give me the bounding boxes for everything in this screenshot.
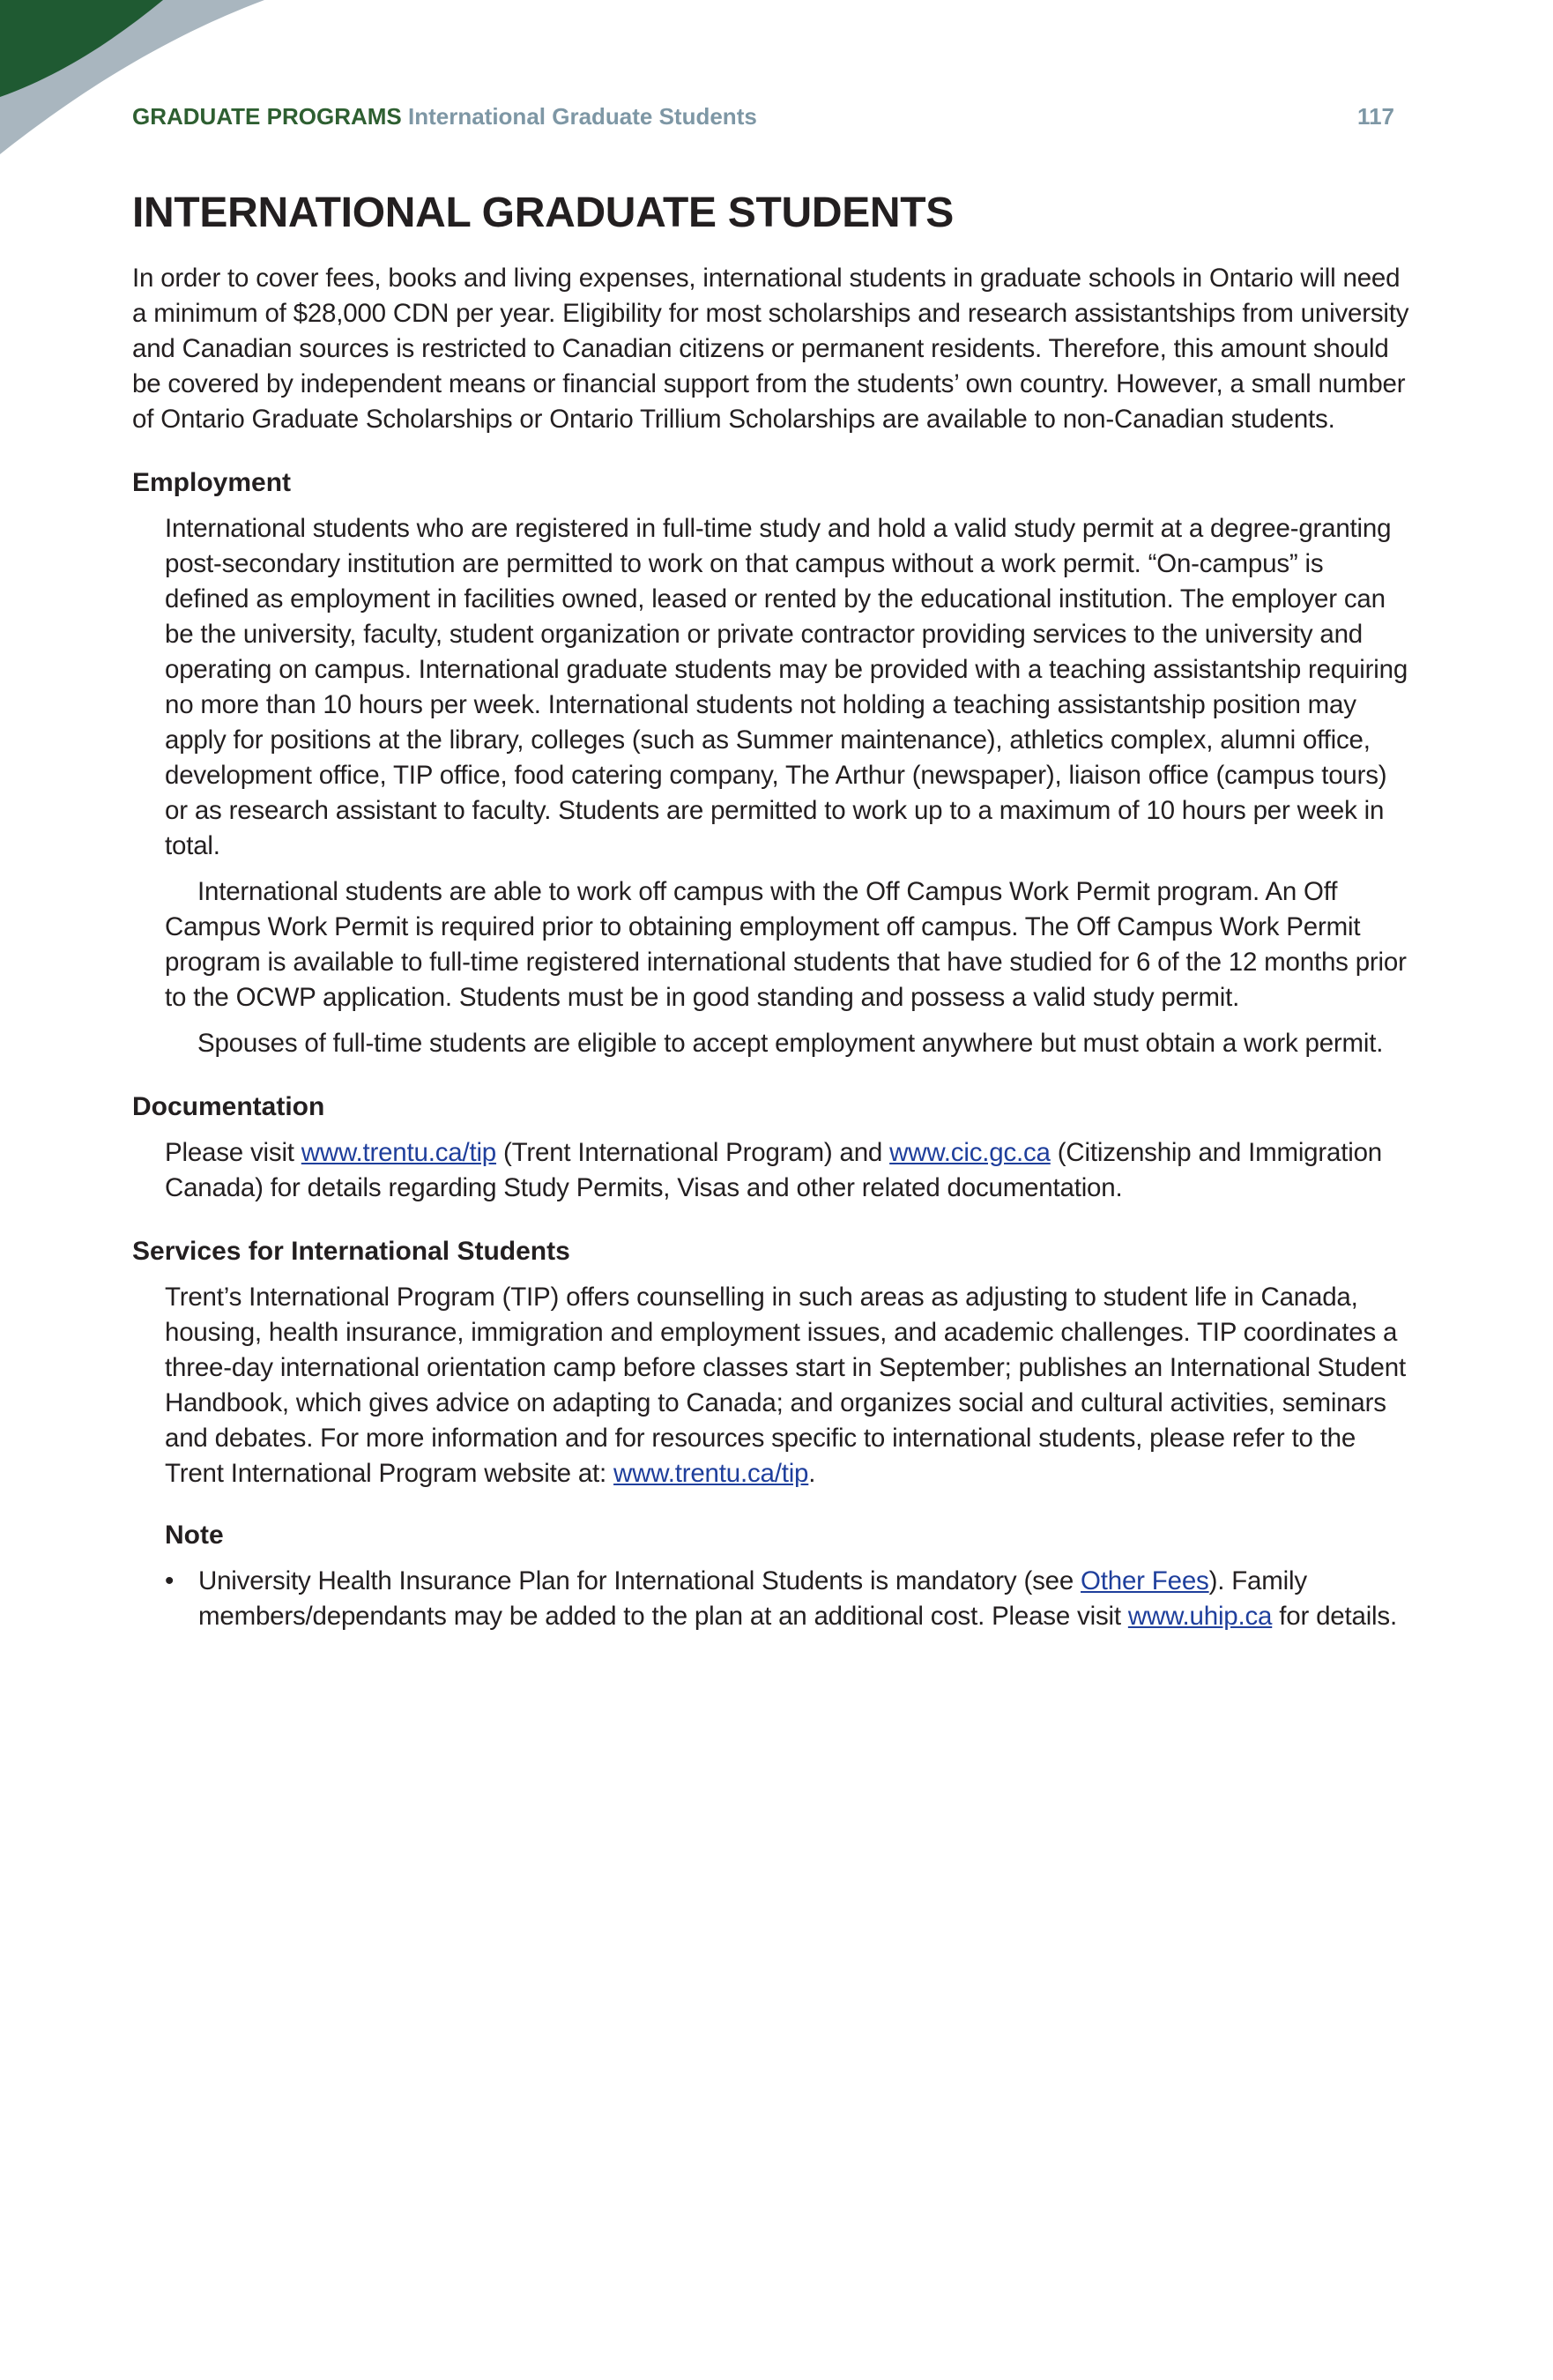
tip-website-link[interactable]: www.trentu.ca/tip <box>613 1459 809 1488</box>
documentation-paragraph <box>165 1135 1410 1206</box>
services-text-1: Trent’s International Program (TIP) offers counselling in such areas as adjusting to student life in Canada, housing, health insurance, immigration and employment issues, and academic challenges. TIP coordinates a three-day international orientation camp before classes start in September; publishes an International Student Handbook, which gives advice on adapting to Canada; and organizes social and cultural activities, seminars and debates. For more information and for resources specific to international students, please refer to the Trent International Program website at: <box>165 1283 1406 1488</box>
header-section-label: GRADUATE PROGRAMS <box>132 103 402 130</box>
employment-paragraph-2: International students are able to work off campus with the Off Campus Work Permit program. An Off Campus Work Permit is required prior to obtaining employment off campus. The Off Campus Work Permit program is available to full-time registered international students that have studied for 6 of the 12 months prior to the OCWP application. Students must be in good standing and possess a valid study permit. <box>165 877 1407 1012</box>
services-text-2: . <box>808 1459 816 1488</box>
page-number: 117 <box>1357 103 1394 130</box>
employment-paragraph-1: International students who are registered in full-time study and hold a valid study permit at a degree-granting post-secondary institution are permitted to work on that campus without a work permit. “On-campus” is defined as employment in facilities owned, leased or rented by the educational institution. The employer can be the university, faculty, student organization or private contractor providing services to the university and operating on campus. International graduate students may be provided with a teaching assistantship requiring no more than 10 hours per week. International students not holding a teaching assistantship position may apply for positions at the library, colleges (such as Summer maintenance), athletics complex, alumni office, development office, TIP office, food catering company, The Arthur (newspaper), liaison office (campus tours) or as research assistant to faculty. Students are permitted to work up to a maximum of 10 hours per week in total. <box>165 514 1408 860</box>
page-title: INTERNATIONAL GRADUATE STUDENTS <box>132 190 955 236</box>
services-section <box>132 1280 1410 1491</box>
documentation-text-2: (Trent International Program) and <box>496 1138 890 1167</box>
page-content <box>132 187 1410 1634</box>
employment-section <box>132 511 1410 1061</box>
employment-heading: Employment <box>132 468 292 497</box>
bullet-icon: • <box>165 1566 175 1595</box>
other-fees-link[interactable]: Other Fees <box>1081 1566 1209 1595</box>
documentation-text-1: Please visit <box>165 1138 301 1167</box>
documentation-text-3: (Citizenship and Immigration Canada) for details regarding Study Permits, Visas and other related documentation. <box>165 1138 1382 1202</box>
note-text-3: for details. <box>1272 1602 1397 1631</box>
trentu-tip-link[interactable]: www.trentu.ca/tip <box>301 1138 497 1167</box>
services-paragraph <box>165 1280 1410 1491</box>
cic-link[interactable]: www.cic.gc.ca <box>889 1138 1051 1167</box>
corner-swoosh-graphic <box>0 0 264 167</box>
intro-paragraph: In order to cover fees, books and living expenses, international students in graduate schools in Ontario will need a minimum of $28,000 CDN per year. Eligibility for most scholarships and research assistantships from university and Canadian sources is restricted to Canadian citizens or permanent residents. Therefore, this amount should be covered by independent means or financial support from the students’ own country. However, a small number of Ontario Graduate Scholarships or Ontario Trillium Scholarships are available to non-Canadian students. <box>132 264 1409 434</box>
uhip-link[interactable]: www.uhip.ca <box>1127 1602 1273 1631</box>
note-list <box>132 1564 1410 1634</box>
header-subsection-label: International Graduate Students <box>407 103 757 130</box>
list-item <box>165 1564 1410 1634</box>
documentation-heading: Documentation <box>132 1092 325 1121</box>
note-text-1: University Health Insurance Plan for International Students is mandatory (see <box>198 1566 1081 1595</box>
running-header <box>132 99 1394 134</box>
documentation-section <box>132 1135 1410 1206</box>
note-text-2: ). Family members/dependants may be added to the plan at an additional cost. Please visit <box>198 1566 1307 1631</box>
employment-paragraph-3: Spouses of full-time students are eligible to accept employment anywhere but must obtain a work permit. <box>197 1029 1384 1058</box>
note-heading: Note <box>165 1521 224 1550</box>
services-heading: Services for International Students <box>132 1237 570 1266</box>
